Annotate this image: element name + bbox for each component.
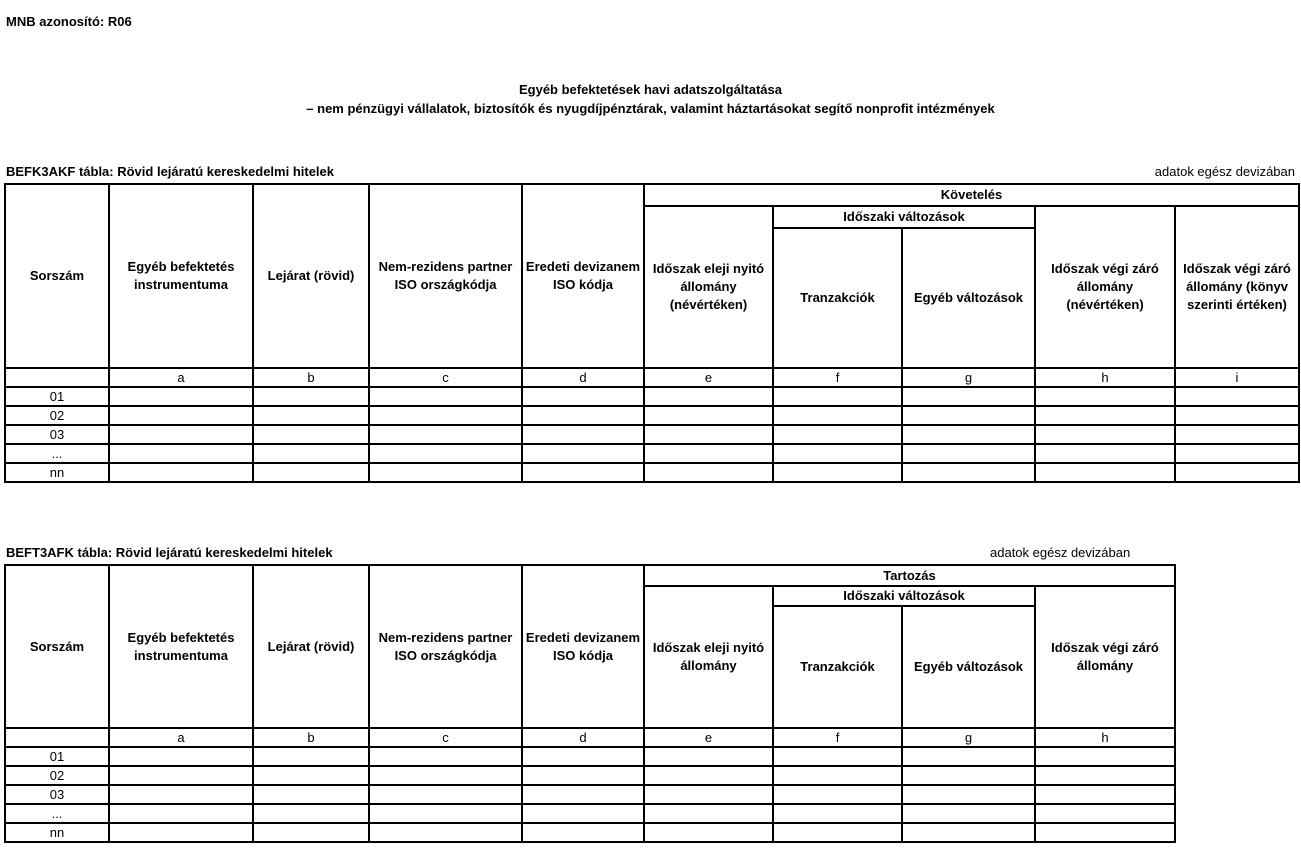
table-row [5, 823, 1175, 842]
table1-header-instrument: Egyéb befektetés instrumentuma [109, 184, 253, 368]
row-number: 01 [5, 747, 109, 766]
title-line-1: Egyéb befektetések havi adatszolgáltatása [518, 82, 782, 97]
table1-header-zaro-konyv: Időszak végi záró állomány (könyv szerinti értéken) [1175, 206, 1299, 368]
table2-header-nyito: Időszak eleji nyitó állomány [644, 586, 773, 728]
data-cell[interactable] [369, 406, 522, 425]
table-row [5, 804, 1175, 823]
table1-letter-row [5, 368, 1299, 387]
table-row [5, 425, 1299, 444]
table2-letter: h [1035, 728, 1175, 747]
data-cell[interactable] [522, 747, 644, 766]
data-cell[interactable] [902, 387, 1035, 406]
table2-header-group: Tartozás [644, 565, 1175, 586]
data-cell[interactable] [644, 747, 773, 766]
table2-header-tranzakciok: Tranzakciók [773, 606, 902, 728]
data-cell[interactable] [1175, 425, 1299, 444]
table1-letter: i [1175, 368, 1299, 387]
table1-letter: d [522, 368, 644, 387]
data-cell[interactable] [522, 444, 644, 463]
table2-header-instrument: Egyéb befektetés instrumentuma [109, 565, 253, 728]
table2-letter: c [369, 728, 522, 747]
data-cell[interactable] [522, 387, 644, 406]
table2-unit: adatok egész devizában [990, 545, 1131, 560]
data-cell[interactable] [522, 785, 644, 804]
data-cell[interactable] [644, 785, 773, 804]
data-cell[interactable] [902, 747, 1035, 766]
row-number: ... [5, 804, 109, 823]
table1-header-egyeb: Egyéb változások [902, 228, 1035, 368]
data-cell[interactable] [773, 747, 902, 766]
data-cell[interactable] [253, 823, 369, 842]
data-cell[interactable] [253, 766, 369, 785]
data-cell[interactable] [253, 387, 369, 406]
data-cell[interactable] [902, 463, 1035, 482]
row-number: 01 [5, 387, 109, 406]
table2-letter: g [902, 728, 1035, 747]
data-cell[interactable] [644, 425, 773, 444]
table2-letter [5, 728, 109, 747]
data-cell[interactable] [253, 463, 369, 482]
data-cell[interactable] [109, 444, 253, 463]
table1-header-group: Követelés [644, 184, 1299, 206]
table2-header-lejarat: Lejárat (rövid) [253, 565, 369, 728]
table2-letter: e [644, 728, 773, 747]
data-cell[interactable] [644, 766, 773, 785]
table1-letter: h [1035, 368, 1175, 387]
table-row [5, 444, 1299, 463]
data-cell[interactable] [253, 785, 369, 804]
data-cell[interactable] [773, 406, 902, 425]
data-cell[interactable] [1035, 387, 1175, 406]
data-cell[interactable] [644, 823, 773, 842]
table2-header-zaro: Időszak végi záró állomány [1035, 586, 1175, 728]
data-cell[interactable] [522, 804, 644, 823]
data-cell[interactable] [1035, 425, 1175, 444]
data-cell[interactable] [773, 387, 902, 406]
data-cell[interactable] [522, 425, 644, 444]
data-cell[interactable] [902, 425, 1035, 444]
data-cell[interactable] [1035, 785, 1175, 804]
document-title [0, 80, 1301, 118]
table1-header-tranzakciok: Tranzakciók [773, 228, 902, 368]
data-cell[interactable] [902, 804, 1035, 823]
data-cell[interactable] [109, 823, 253, 842]
data-cell[interactable] [902, 785, 1035, 804]
table1 [4, 183, 1300, 483]
table1-header-deviza: Eredeti devizanem ISO kódja [522, 184, 644, 368]
data-cell[interactable] [773, 425, 902, 444]
table2-letter: b [253, 728, 369, 747]
data-cell[interactable] [522, 823, 644, 842]
data-cell[interactable] [253, 444, 369, 463]
table2-letter: f [773, 728, 902, 747]
title-line-2: – nem pénzügyi vállalatok, biztosítók és nyugdíjpénztárak, valamint háztartásokat segítő nonprofit intézmények [306, 101, 995, 116]
data-cell[interactable] [1035, 406, 1175, 425]
table-row [5, 766, 1175, 785]
table2-header-deviza: Eredeti devizanem ISO kódja [522, 565, 644, 728]
data-cell[interactable] [109, 747, 253, 766]
table1-caption: BEFK3AKF tábla: Rövid lejáratú kereskedelmi hitelek [6, 164, 334, 179]
table1-letter: c [369, 368, 522, 387]
data-cell[interactable] [109, 463, 253, 482]
table1-header-partner: Nem-rezidens partner ISO országkódja [369, 184, 522, 368]
table-row [5, 785, 1175, 804]
table1-letter: f [773, 368, 902, 387]
data-cell[interactable] [1035, 804, 1175, 823]
data-cell[interactable] [644, 387, 773, 406]
data-cell[interactable] [644, 804, 773, 823]
data-cell[interactable] [773, 823, 902, 842]
table1-header-nyito: Időszak eleji nyitó állomány (névértéken) [644, 206, 773, 368]
data-cell[interactable] [253, 747, 369, 766]
data-cell[interactable] [522, 406, 644, 425]
table2-letter: a [109, 728, 253, 747]
data-cell[interactable] [902, 444, 1035, 463]
row-number: 02 [5, 406, 109, 425]
table1-header-zaro: Időszak végi záró állomány (névértéken) [1035, 206, 1175, 368]
data-cell[interactable] [902, 823, 1035, 842]
data-cell[interactable] [109, 804, 253, 823]
table1-letter: a [109, 368, 253, 387]
table2-header-partner: Nem-rezidens partner ISO országkódja [369, 565, 522, 728]
table1-unit: adatok egész devizában [1154, 164, 1295, 179]
data-cell[interactable] [1035, 766, 1175, 785]
data-cell[interactable] [902, 766, 1035, 785]
data-cell[interactable] [773, 804, 902, 823]
data-cell[interactable] [773, 766, 902, 785]
data-cell[interactable] [253, 804, 369, 823]
data-cell[interactable] [522, 463, 644, 482]
data-cell[interactable] [1035, 747, 1175, 766]
data-cell[interactable] [109, 766, 253, 785]
table-row [5, 406, 1299, 425]
data-cell[interactable] [109, 387, 253, 406]
table1-letter: b [253, 368, 369, 387]
data-cell[interactable] [644, 444, 773, 463]
table2-letter-row [5, 728, 1175, 747]
row-number: 02 [5, 766, 109, 785]
data-cell[interactable] [522, 766, 644, 785]
table2-header-sorszam: Sorszám [5, 565, 109, 728]
table2-caption: BEFT3AFK tábla: Rövid lejáratú kereskedelmi hitelek [6, 545, 333, 560]
data-cell[interactable] [253, 425, 369, 444]
mnb-id: MNB azonosító: R06 [6, 14, 132, 29]
table-row [5, 747, 1175, 766]
data-cell[interactable] [369, 463, 522, 482]
table-row [5, 463, 1299, 482]
data-cell[interactable] [1175, 444, 1299, 463]
table-row [5, 387, 1299, 406]
table2-header-egyeb: Egyéb változások [902, 606, 1035, 728]
table1-letter: e [644, 368, 773, 387]
data-cell[interactable] [773, 463, 902, 482]
table1-header-subgroup: Időszaki változások [773, 206, 1035, 228]
data-cell[interactable] [1035, 463, 1175, 482]
row-number: 03 [5, 785, 109, 804]
table1-header-lejarat: Lejárat (rövid) [253, 184, 369, 368]
data-cell[interactable] [773, 444, 902, 463]
table1-header-sorszam: Sorszám [5, 184, 109, 368]
table1-letter: g [902, 368, 1035, 387]
table1-letter [5, 368, 109, 387]
data-cell[interactable] [902, 406, 1035, 425]
data-cell[interactable] [369, 747, 522, 766]
data-cell[interactable] [644, 463, 773, 482]
row-number: ... [5, 444, 109, 463]
data-cell[interactable] [369, 766, 522, 785]
table2-header-subgroup: Időszaki változások [773, 586, 1035, 606]
row-number: nn [5, 463, 109, 482]
data-cell[interactable] [1035, 444, 1175, 463]
row-number: 03 [5, 425, 109, 444]
row-number: nn [5, 823, 109, 842]
data-cell[interactable] [369, 387, 522, 406]
data-cell[interactable] [369, 444, 522, 463]
data-cell[interactable] [253, 406, 369, 425]
data-cell[interactable] [369, 425, 522, 444]
data-cell[interactable] [1175, 406, 1299, 425]
data-cell[interactable] [109, 785, 253, 804]
data-cell[interactable] [1175, 463, 1299, 482]
table2 [4, 564, 1176, 843]
data-cell[interactable] [369, 804, 522, 823]
data-cell[interactable] [109, 406, 253, 425]
data-cell[interactable] [369, 785, 522, 804]
data-cell[interactable] [369, 823, 522, 842]
data-cell[interactable] [644, 406, 773, 425]
data-cell[interactable] [773, 785, 902, 804]
table2-letter: d [522, 728, 644, 747]
data-cell[interactable] [1175, 387, 1299, 406]
data-cell[interactable] [1035, 823, 1175, 842]
data-cell[interactable] [109, 425, 253, 444]
